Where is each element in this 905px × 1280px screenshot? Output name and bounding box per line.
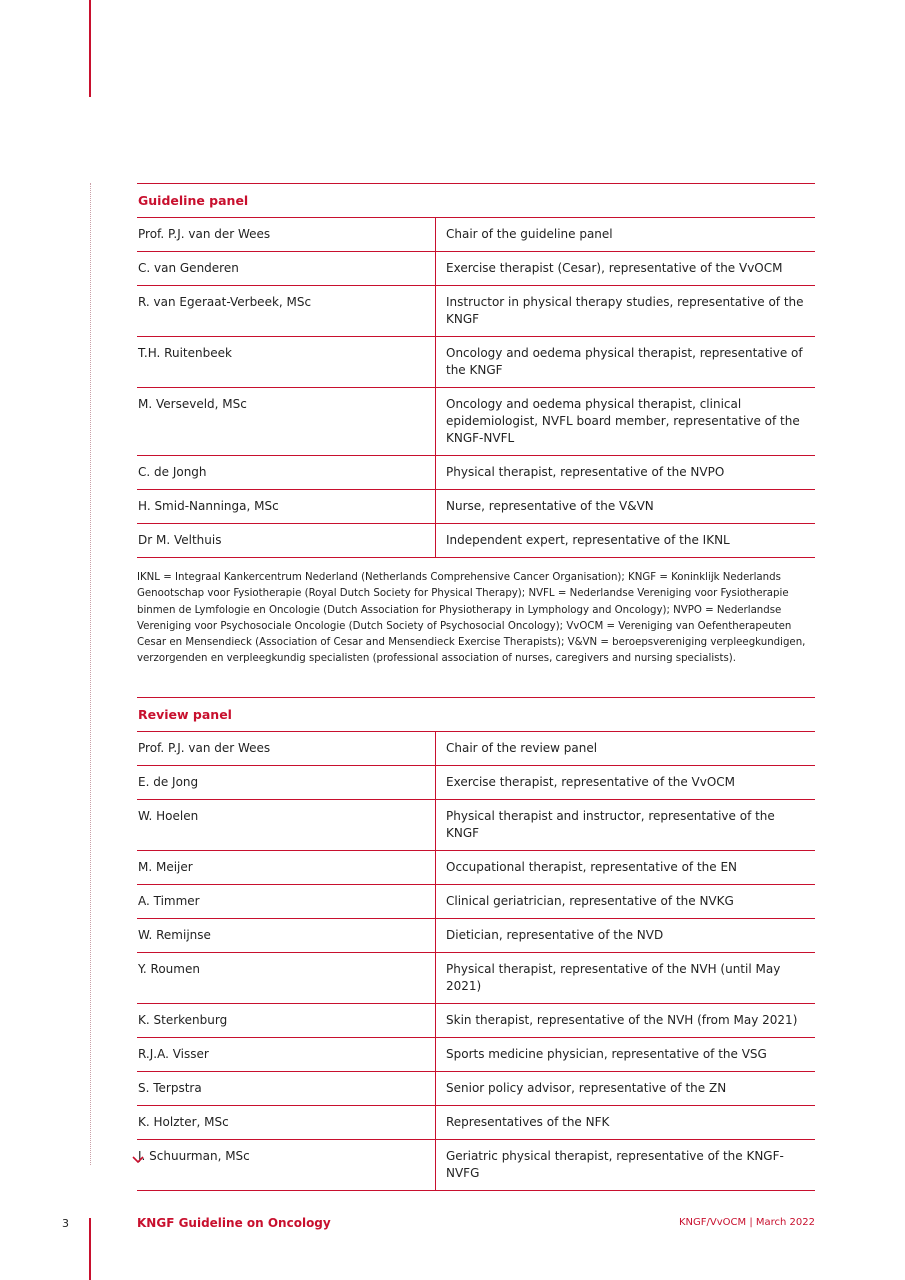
table-row bbox=[137, 490, 815, 524]
member-role: Exercise therapist, representative of the VvOCM bbox=[435, 766, 815, 799]
member-name: T.H. Ruitenbeek bbox=[138, 346, 232, 360]
top-accent-bar bbox=[89, 0, 91, 97]
abbreviations-footnote: IKNL = Integraal Kankercentrum Nederland (Netherlands Comprehensive Cancer Organisation); KNGF = Koninklijk Nederlands Genootschap voor Fysiotherapie (Royal Dutch Society for Physical Therapy); NVFL = Nederlandse Vereniging voor Fysiotherapie binmen de Lymfologie en Oncologie (Dutch Association for Physiotherapy in Lymphology and Oncology); NVPO = Nederlandse Vereniging voor Psychosociale Oncologie (Dutch Society of Psychosocial Oncology); VvOCM = Vereniging van Oefentherapeuten Cesar en Mensendieck (Association of Cesar and Mensendieck Exercise Therapists); V&VN = beroepsvereniging verpleegkundigen, verzorgenden en verpleegkundig specialisten (professional association of nurses, caregivers and nursing specialists). bbox=[137, 572, 806, 665]
member-name: Prof. P.J. van der Wees bbox=[138, 741, 271, 755]
guideline-panel-table bbox=[137, 183, 815, 558]
table-row bbox=[137, 252, 815, 286]
table-row bbox=[137, 766, 815, 800]
table-row bbox=[137, 885, 815, 919]
member-role: Clinical geriatrician, representative of the NVKG bbox=[435, 885, 815, 918]
member-role: Geriatric physical therapist, representative of the KNGF-NVFG bbox=[435, 1140, 815, 1190]
member-role: Dietician, representative of the NVD bbox=[435, 919, 815, 952]
table-row bbox=[137, 732, 815, 766]
member-name: M. Verseveld, MSc bbox=[138, 397, 247, 411]
member-role: Sports medicine physician, representative of the VSG bbox=[435, 1038, 815, 1071]
member-name: K. Holzter, MSc bbox=[138, 1115, 229, 1129]
member-name: Prof. P.J. van der Wees bbox=[138, 227, 271, 241]
table-row bbox=[137, 1072, 815, 1106]
member-role: Exercise therapist (Cesar), representative of the VvOCM bbox=[435, 252, 815, 285]
member-name: H. Smid-Nanninga, MSc bbox=[138, 499, 279, 513]
table-row bbox=[137, 1038, 815, 1072]
member-name: E. de Jong bbox=[138, 775, 199, 789]
table-row bbox=[137, 286, 815, 337]
member-role: Senior policy advisor, representative of the ZN bbox=[435, 1072, 815, 1105]
document-title: KNGF Guideline on Oncology bbox=[137, 1216, 331, 1230]
document-meta: KNGF/VvOCM | March 2022 bbox=[679, 1217, 815, 1228]
member-name: W. Hoelen bbox=[138, 809, 199, 823]
member-name: K. Sterkenburg bbox=[138, 1013, 228, 1027]
margin-dotted-rule bbox=[90, 183, 91, 1165]
member-name: Y. Roumen bbox=[138, 962, 200, 976]
review-panel-title: Review panel bbox=[137, 697, 815, 732]
table-row bbox=[137, 1106, 815, 1140]
member-name: Dr M. Velthuis bbox=[138, 533, 222, 547]
review-panel-table bbox=[137, 697, 815, 1191]
table-row bbox=[137, 218, 815, 252]
member-role: Chair of the guideline panel bbox=[435, 218, 815, 251]
member-role: Chair of the review panel bbox=[435, 732, 815, 765]
table-row bbox=[137, 953, 815, 1004]
member-role: Occupational therapist, representative of the EN bbox=[435, 851, 815, 884]
member-role: Nurse, representative of the V&VN bbox=[435, 490, 815, 523]
member-name: A. Timmer bbox=[138, 894, 200, 908]
member-name: C. van Genderen bbox=[138, 261, 239, 275]
member-name: R. van Egeraat-Verbeek, MSc bbox=[138, 295, 312, 309]
guideline-panel-title: Guideline panel bbox=[137, 183, 815, 218]
member-role: Physical therapist, representative of the NVH (until May 2021) bbox=[435, 953, 815, 1003]
member-role: Instructor in physical therapy studies, representative of the KNGF bbox=[435, 286, 815, 336]
member-role: Oncology and oedema physical therapist, representative of the KNGF bbox=[435, 337, 815, 387]
member-name: C. de Jongh bbox=[138, 465, 207, 479]
member-name: S. Terpstra bbox=[138, 1081, 202, 1095]
table-row bbox=[137, 337, 815, 388]
table-row bbox=[137, 456, 815, 490]
member-role: Representatives of the NFK bbox=[435, 1106, 815, 1139]
member-role: Independent expert, representative of the IKNL bbox=[435, 524, 815, 557]
table-row bbox=[137, 388, 815, 456]
table-row bbox=[137, 1004, 815, 1038]
member-name: R.J.A. Visser bbox=[138, 1047, 209, 1061]
member-name: J. Schuurman, MSc bbox=[138, 1149, 250, 1163]
table-row bbox=[137, 919, 815, 953]
member-role: Physical therapist, representative of the NVPO bbox=[435, 456, 815, 489]
member-role: Oncology and oedema physical therapist, clinical epidemiologist, NVFL board member, representative of the KNGF-NVFL bbox=[435, 388, 815, 455]
member-role: Physical therapist and instructor, representative of the KNGF bbox=[435, 800, 815, 850]
member-name: M. Meijer bbox=[138, 860, 193, 874]
bottom-accent-bar bbox=[89, 1218, 91, 1280]
member-role: Skin therapist, representative of the NVH (from May 2021) bbox=[435, 1004, 815, 1037]
page-number: 3 bbox=[62, 1217, 69, 1230]
table-row bbox=[137, 1140, 815, 1191]
table-row bbox=[137, 800, 815, 851]
table-row bbox=[137, 524, 815, 558]
table-row bbox=[137, 851, 815, 885]
chevron-down-icon[interactable] bbox=[130, 1152, 146, 1166]
member-name: W. Remijnse bbox=[138, 928, 211, 942]
